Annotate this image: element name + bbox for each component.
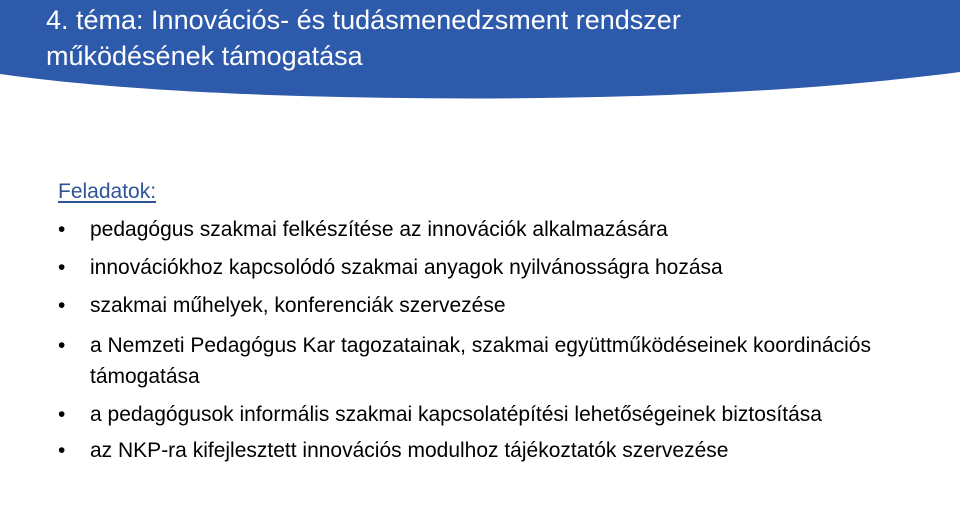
slide-title-line-2: működésének támogatása	[46, 41, 363, 71]
task-list	[58, 216, 938, 465]
bullet-icon: •	[58, 294, 66, 317]
list-item	[58, 330, 938, 392]
list-item-text: az NKP-ra kifejlesztett innovációs modulhoz tájékoztatók szervezése	[90, 439, 729, 462]
list-item	[58, 216, 938, 244]
bullet-icon: •	[58, 334, 66, 357]
section-heading: Feladatok:	[58, 180, 157, 203]
list-item-text: a pedagógusok informális szakmai kapcsolatépítési lehetőségeinek biztosítása	[90, 403, 822, 426]
list-item	[58, 399, 938, 430]
list-item	[58, 437, 938, 465]
slide-title	[46, 2, 946, 74]
bullet-icon: •	[58, 403, 66, 426]
list-item-text: innovációkhoz kapcsolódó szakmai anyagok nyilvánosságra hozása	[90, 256, 723, 279]
list-item	[58, 292, 938, 320]
list-item-text: szakmai műhelyek, konferenciák szervezése	[90, 294, 506, 317]
bullet-icon: •	[58, 218, 66, 241]
bullet-icon: •	[58, 256, 66, 279]
list-item	[58, 254, 938, 282]
content-area	[58, 178, 938, 465]
bullet-icon: •	[58, 439, 66, 462]
list-item-text: pedagógus szakmai felkészítése az innovációk alkalmazására	[90, 218, 668, 241]
list-item-text: a Nemzeti Pedagógus Kar tagozatainak, szakmai együttműködéseinek koordinációs támogatása	[90, 334, 871, 388]
slide-title-line-1: 4. téma: Innovációs- és tudásmenedzsment rendszer	[46, 5, 681, 35]
